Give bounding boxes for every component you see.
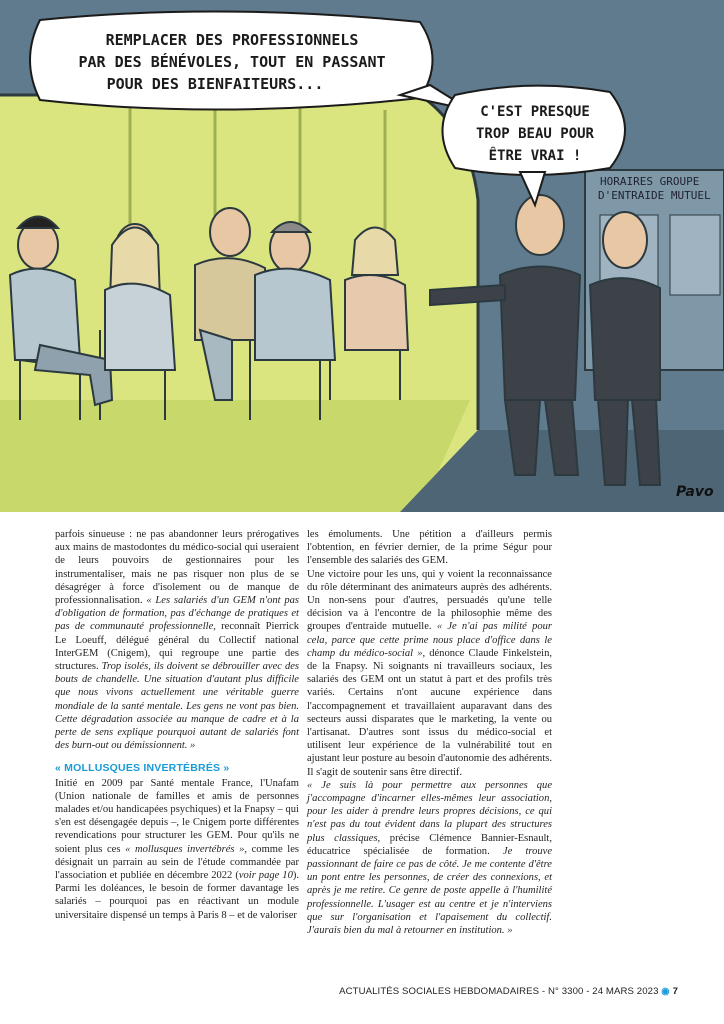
article-column-right bbox=[307, 528, 552, 937]
artist-signature: Pavo bbox=[676, 484, 714, 500]
footer-issue: N° 3300 bbox=[547, 986, 584, 997]
bubble-right-line-1: C'EST PRESQUE bbox=[480, 104, 590, 120]
page-footer: ACTUALITÉS SOCIALES HEBDOMADAIRES - N° 3300 - 24 MARS 2023 ◉ 7 bbox=[339, 986, 678, 997]
right-paragraph-2: Une victoire pour les uns, qui y voient la reconnaissance du rôle déterminant des animateurs auprès des adhérents. Un non-sens pour d'autres, persuadés qu'une telle décision va à l'encontre de la philosophie même des groupes d'entraide mutuelle. « Je n'ai pas milité pour cela, parce que cette prime nous place d'office dans le champ du médico-social », dénonce Claude Finkelstein, de la Fnapsy. Ni soignants ni travailleurs sociaux, les salariés des GEM ont un statut à part et des profils très variés. Certains n'ont aucune expérience dans l'accompagnement et travaillaient auparavant dans des secteurs aussi disparates que le marketing, la vente ou l'artisanat. D'autres sont issus du médico-social et utilisent leur expérience de la vulnérabilité tout en ajustant leur posture au besoin d'autonomie des adhérents. Il s'agit de soutenir sans être directif. bbox=[307, 568, 552, 778]
bubble-left-line-1: REMPLACER DES PROFESSIONNELS bbox=[105, 31, 359, 49]
bubble-right-line-2: TROP BEAU POUR bbox=[475, 126, 595, 142]
board-sign-line-2: D'ENTRAIDE MUTUEL bbox=[598, 189, 711, 202]
bubble-right-line-3: ÊTRE VRAI ! bbox=[488, 148, 582, 164]
right-paragraph-3: « Je suis là pour permettre aux personnes que j'accompagne d'incarner elles-mêmes leur association, pour les aider à prendre leurs propres décisions, ce qui n'est pas du tout évident dans la plupart des structures plus classiques, précise Clémence Bannier-Esnault, éducatrice spécialisée de formation. Je trouve passionnant de faire ce pas de côté. Je me contente d'être un pont entre les personnes, de créer des connexions, et après je me retire. Ce genre de poste appelle à l'humilité professionnelle. L'usager est au centre et je n'interviens que sur l'organisation et l'apaisement du collectif. J'aurais bien du mal à retourner en institution. » bbox=[307, 779, 552, 937]
board-sign-line-1: HORAIRES GROUPE bbox=[600, 175, 700, 188]
footer-publication: ACTUALITÉS SOCIALES HEBDOMADAIRES bbox=[339, 986, 540, 997]
footer-date: 24 MARS 2023 bbox=[592, 986, 659, 997]
left-paragraph-1: parfois sinueuse : ne pas abandonner leurs prérogatives aux mains de mastodontes du médico-social qui useraient de leurs pouvoirs de gestionnaires pour les instrumentaliser, mais ne pas risquer non plus de se désagréger à force d'isolement ou de manque de professionnalisation. « Les salariés d'un GEM n'ont pas d'obligation de formation, pas d'échange de pratiques et pas de communauté professionnelle, reconnaît Pierrick Le Loeuff, délégué général du Collectif national InterGEM (Cnigem), qui regroupe une partie des structures. Trop isolés, ils doivent se débrouiller avec des bouts de chandelle. Une situation d'autant plus difficile que nous vivons actuellement une véritable guerre mondiale de la santé mentale. Les gens ne vont pas bien. Cette dégradation associée au manque de cadre et à la perte de sens explique pourquoi autant de salariés font des burn-out ou démissionnent. » bbox=[55, 529, 299, 752]
bubble-left-line-2: PAR DES BÉNÉVOLES, TOUT EN PASSANT bbox=[78, 53, 386, 71]
article-column-left bbox=[55, 528, 299, 922]
section-subheading: « MOLLUSQUES INVERTÉBRÉS » bbox=[55, 762, 230, 775]
speech-bubble-left bbox=[30, 11, 470, 110]
page-number: 7 bbox=[672, 986, 678, 997]
bubble-left-line-3: POUR DES BIENFAITEURS... bbox=[106, 75, 324, 93]
footer-arrow-icon: ◉ bbox=[658, 986, 673, 997]
right-paragraph-1: les émoluments. Une pétition a d'ailleurs permis l'obtention, en février dernier, de la prime Ségur pour l'ensemble des salariés des GEM. bbox=[307, 529, 552, 567]
left-paragraph-2: Initié en 2009 par Santé mentale France, l'Unafam (Union nationale de familles et amis de personnes malades et/ou handicapées psychiques) et la Fnapsy – qui s'en est désengagée depuis –, le Cnigem porte différentes revendications pour structurer les GEM. Pour qu'ils ne soient plus ces « mollusques invertébrés », comme les désignait un parrain au sein de l'étude commandée par l'association et publiée en décembre 2022 (voir page 10). Parmi les doléances, le besoin de former davantage les salariés – pourquoi pas en réactivant un module universitaire dispensé un temps à Paris 8 – et de valoriser bbox=[55, 777, 299, 921]
